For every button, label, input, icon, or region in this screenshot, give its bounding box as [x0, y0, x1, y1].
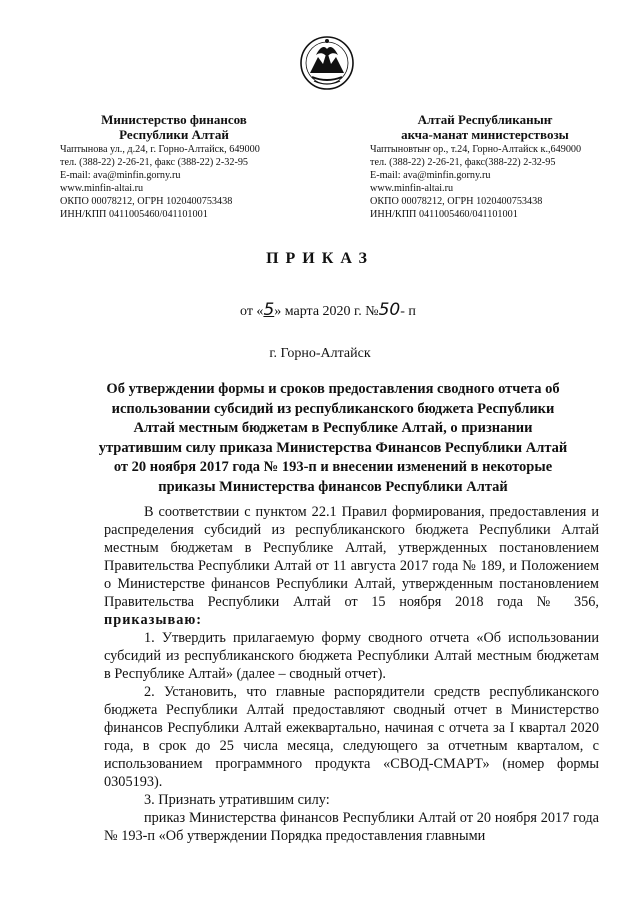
left-phone: тел. (388-22) 2-26-21, факс (388-22) 2-32-95	[60, 157, 249, 168]
date-day-handwritten: 5	[263, 300, 275, 320]
body-paragraph-3: 2. Установить, что главные распорядители средств республиканского бюджета Республики Алтай предоставляют сводный отчет в Министерство финансов Республики Алтай ежеквартально, начиная с отчета за I квартал 2020 года, в срок до 25 числа месяца, следующего за отчетным кварталом, с использованием программного продукта «СВОД-СМАРТ» (номер формы 0305193).	[104, 684, 599, 790]
order-number-handwritten: 50	[378, 300, 401, 320]
left-title-line2: Республики Алтай	[119, 127, 229, 142]
left-inn: ИНН/КПП 0411005460/041101001	[60, 209, 208, 220]
paragraph-1-bold: приказываю:	[104, 612, 203, 628]
body-paragraph-2: 1. Утвердить прилагаемую форму сводного отчета «Об использовании субсидий из республиканского бюджета Республики Алтай местным бюджетам в Республике Алтай» (далее – сводный отчет).	[104, 630, 599, 682]
right-title-line2: акча-манат министерствозы	[401, 127, 569, 142]
right-header-title	[355, 112, 615, 142]
left-title-line1: Министерство финансов	[101, 112, 247, 127]
date-number-line	[240, 300, 500, 320]
right-address: Чаптыновтыҥ ор., т.24, Горно-Алтайск к.,649000	[370, 144, 582, 155]
body-paragraph-5: приказ Министерства финансов Республики Алтай от 20 ноября 2017 года № 193-п «Об утверждении Порядка предоставления главными	[104, 810, 599, 844]
left-codes: ОКПО 00078212, ОГРН 1020400753438	[60, 196, 233, 207]
city-line: г. Горно-Алтайск	[269, 346, 371, 361]
right-inn: ИНН/КПП 0411005460/041101001	[370, 209, 518, 220]
left-website: www.minfin-altai.ru	[60, 183, 144, 194]
right-codes: ОКПО 00078212, ОГРН 1020400753438	[370, 196, 543, 207]
right-website: www.minfin-altai.ru	[370, 183, 454, 194]
document-body	[104, 503, 599, 845]
left-email: E-mail: ava@minfin.gorny.ru	[60, 170, 181, 181]
document-type-heading: ПРИКАЗ	[266, 250, 374, 267]
right-phone: тел. (388-22) 2-26-21, факс(388-22) 2-32-95	[370, 157, 556, 168]
date-prefix: от «	[240, 304, 264, 319]
coat-of-arms-emblem	[298, 33, 356, 95]
date-middle: » марта 2020 г. №	[274, 304, 379, 319]
right-title-line1: Алтай Республиканыҥ	[417, 112, 553, 127]
body-paragraph-1	[104, 503, 599, 629]
left-header-title	[60, 112, 288, 142]
body-paragraph-4: 3. Признать утратившим силу:	[144, 792, 330, 808]
right-email: E-mail: ava@minfin.gorny.ru	[370, 170, 491, 181]
left-address: Чаптынова ул., д.24, г. Горно-Алтайск, 649000	[60, 144, 260, 155]
right-header-details	[370, 143, 630, 221]
document-title: Об утверждении формы и сроков предоставления сводного отчета об использовании субсидий из республиканского бюджета Республики Алтай местным бюджетам в Республике Алтай, о признании утратившим силу приказа Министерства Финансов Республики Алтай от 20 ноября 2017 года № 193-п и внесении изменений в некоторые приказы Министерства финансов Республики Алтай	[98, 381, 568, 495]
paragraph-1-text: В соответствии с пунктом 22.1 Правил формирования, предоставления и распределения субсидий из республиканского бюджета Республики Алтай местным бюджетам в Республике Алтай, утвержденных постановлением Правительства Республики Алтай от 11 августа 2017 года № 189, и Положением о Министерстве финансов Республики Алтай, утвержденным постановлением Правительства Республики Алтай от 15 ноября 2018 года № 356,	[104, 504, 599, 610]
order-number-suffix: - п	[400, 304, 416, 319]
left-header-details	[60, 143, 330, 221]
